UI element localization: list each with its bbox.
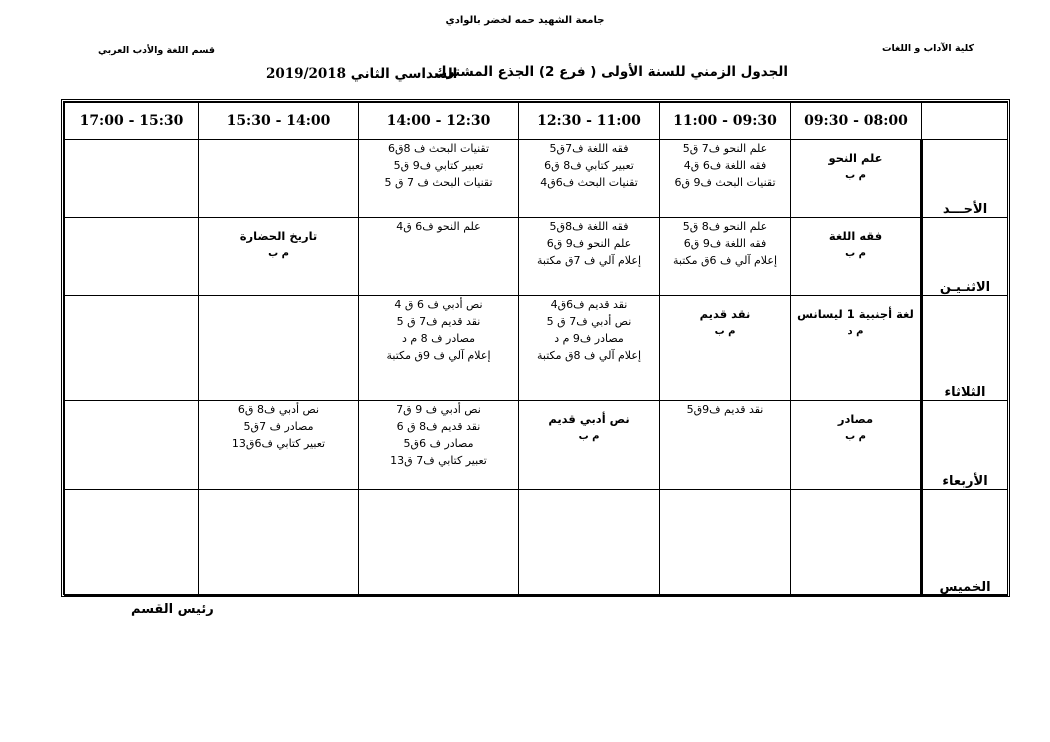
semester-line [266,66,457,82]
schedule-cell [359,140,519,218]
session-line: علم النحو ف8 ق5 [682,220,768,233]
course-title: مصادر [837,412,874,426]
schedule-cell [65,296,199,401]
course-title: نقد قديم [699,307,751,321]
session-line: نص أدبي ف7 ق 5 [546,315,632,328]
schedule-cell [519,490,660,596]
day-name: الأربعاء [922,401,1008,490]
session-line: مصادر ف 6ق5 [403,437,474,450]
session-line: نص أدبي ف 9 ق7 [396,403,481,416]
schedule-cell [199,140,359,218]
schedule-cell [519,218,660,296]
session-line: فقه اللغة ف7ق5 [549,142,629,155]
session-line: تقنيات البحث ف 8ق6 [387,142,490,155]
day-name: الثلاثاء [922,296,1008,401]
semester-label: السداسي الثاني [350,66,458,82]
course-title: نص أدبي قديم [548,412,630,426]
session-line: نقد قديم ف6ق4 [550,298,628,311]
department-name: قسم اللغة والأدب العربي [98,45,216,56]
schedule-cell [660,401,791,490]
session-line: مصادر ف 8 م د [401,332,476,345]
time-slot-header: 17:00 - 15:30 [65,103,199,140]
schedule-cell [65,218,199,296]
department-head-signature: رئيس القسم [131,602,214,617]
schedule-cell [199,218,359,296]
course-title: تاريخ الحضارة [239,229,318,243]
timetable [64,102,1008,596]
course-venue: م د [847,326,864,337]
time-header-row [65,103,1008,140]
course-venue: م ب [268,248,289,259]
schedule-cell [660,218,791,296]
schedule-cell [199,296,359,401]
course-venue: م ب [845,431,866,442]
schedule-cell [519,140,660,218]
time-slot-header: 12:30 - 11:00 [519,103,660,140]
session-line: تقنيات البحث ف9 ق6 [674,176,776,189]
schedule-cell [65,140,199,218]
schedule-cell [359,218,519,296]
session-line: إعلام آلي ف 8ق مكتبة [536,349,641,362]
schedule-cell [519,296,660,401]
schedule-cell [359,401,519,490]
session-line: تعبير كتابي ف6ق13 [231,437,326,450]
session-line: فقه اللغة ف6 ق4 [683,159,767,172]
schedule-cell [660,140,791,218]
session-line: مصادر ف9 م د [554,332,624,345]
session-line: علم النحو ف6 ق4 [396,220,481,233]
course-venue: م ب [714,326,736,337]
course-venue: م ب [578,431,600,442]
course-title: لغة أجنبية 1 ليسانس [797,307,914,321]
university-name: جامعة الشهيد حمه لخضر بالوادي [445,15,605,26]
schedule-cell [791,296,922,401]
session-line: فقه اللغة ف8ق5 [549,220,629,233]
day-row [65,490,1008,596]
day-row [65,296,1008,401]
course-title: فقه اللغة [828,229,883,243]
schedule-cell [791,490,922,596]
schedule-cell [791,401,922,490]
session-line: علم النحو ف7 ق5 [682,142,768,155]
schedule-cell [791,140,922,218]
session-line: مصادر ف 7ق5 [243,420,314,433]
schedule-cell [519,401,660,490]
time-slot-header: 15:30 - 14:00 [199,103,359,140]
schedule-title: الجدول الزمني للسنة الأولى ( فرع 2) الجذع المشترك [434,64,788,80]
schedule-cell [660,490,791,596]
day-row [65,140,1008,218]
session-line: نقد قديم ف7 ق 5 [396,315,481,328]
session-line: نقد قديم ف8 ق 6 [396,420,481,433]
day-name: الأحـــد [922,140,1008,218]
session-line: نص أدبي ف 6 ق 4 [394,298,483,311]
session-line: نقد قديم ف9ق5 [686,403,764,416]
session-line: فقه اللغة ف9 ق6 [683,237,767,250]
schedule-cell [65,490,199,596]
time-slot-header: 14:00 - 12:30 [359,103,519,140]
corner-cell [922,103,1008,140]
schedule-cell [65,401,199,490]
session-line: إعلام آلي ف 9ق مكتبة [386,349,491,362]
day-name: الخميس [922,490,1008,596]
academic-year: 2019/2018 [266,66,347,82]
schedule-cell [199,490,359,596]
session-line: نص أدبي ف8 ق6 [237,403,320,416]
session-line: تعبير كتابي ف8 ق6 [544,159,634,172]
time-slot-header: 11:00 - 09:30 [660,103,791,140]
session-line: تقنيات البحث ف 7 ق 5 [384,176,493,189]
course-venue: م ب [845,248,866,259]
session-line: علم النحو ف9 ق6 [546,237,632,250]
day-row [65,401,1008,490]
course-venue: م ب [845,170,866,181]
session-line: تعبير كتابي ف7 ق13 [390,454,487,467]
course-title: علم النحو [828,151,883,165]
session-line: تقنيات البحث ف6ق4 [540,176,638,189]
schedule-cell [791,218,922,296]
session-line: إعلام آلي ف 7ق مكتبة [536,254,641,267]
faculty-name: كلية الآداب و اللغات [881,43,974,54]
session-line: إعلام آلي ف 6ق مكتبة [672,254,777,267]
schedule-cell [199,401,359,490]
schedule-cell [660,296,791,401]
schedule-cell [359,296,519,401]
session-line: تعبير كتابي ف9 ق5 [393,159,484,172]
timetable-body [65,140,1008,596]
schedule-cell [359,490,519,596]
day-name: الاثنـيـن [922,218,1008,296]
day-row [65,218,1008,296]
time-slot-header: 09:30 - 08:00 [791,103,922,140]
